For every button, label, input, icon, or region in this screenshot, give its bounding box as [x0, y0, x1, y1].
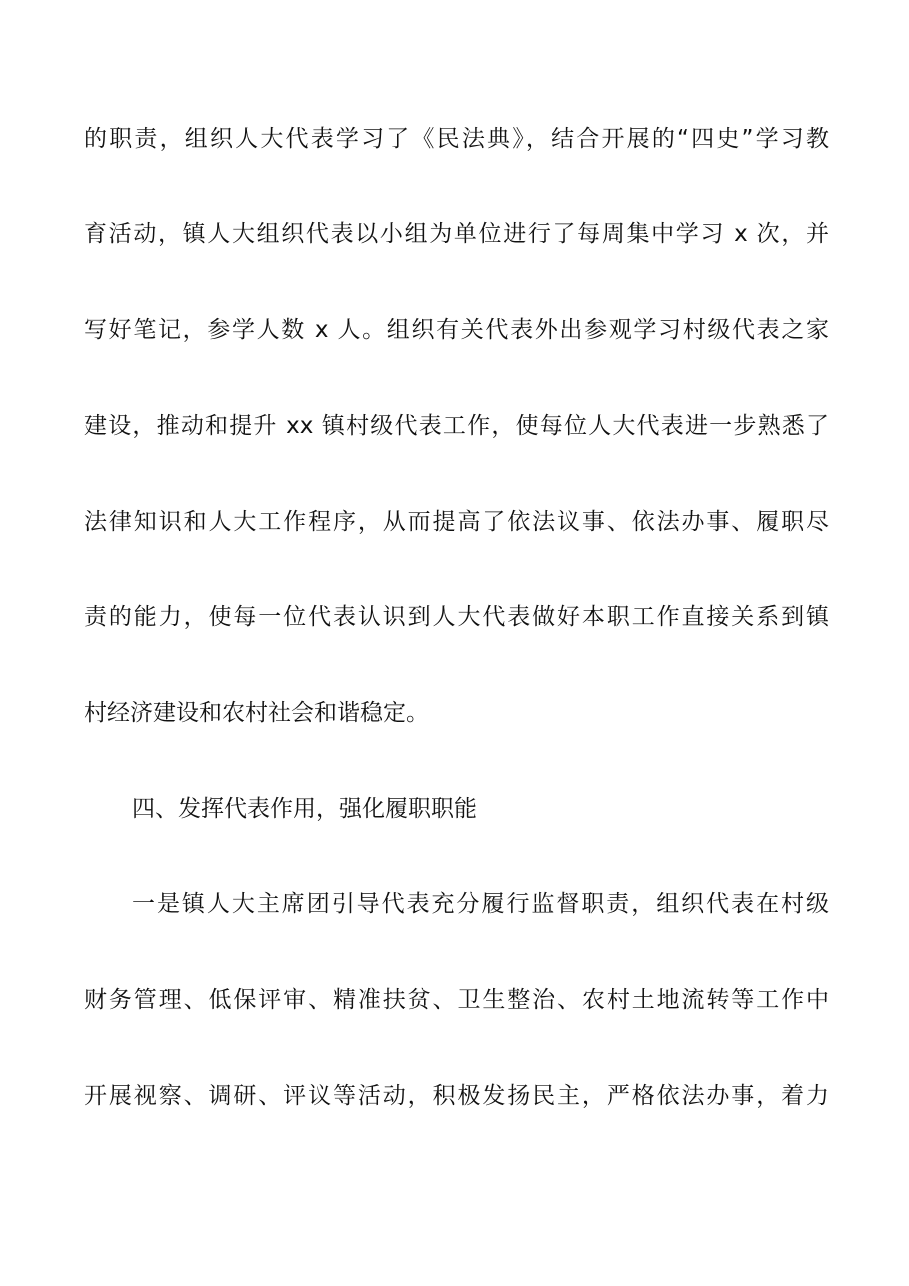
paragraph-line: 法律知识和人大工作程序，从而提高了依法议事、依法办事、履职尽	[84, 509, 829, 535]
paragraph-line: 育活动，镇人大组织代表以小组为单位进行了每周集中学习 x 次，并	[84, 221, 829, 247]
paragraph-line: 村经济建设和农村社会和谐稳定。	[84, 700, 429, 726]
paragraph-line: 开展视察、调研、评议等活动，积极发扬民主，严格依法办事，着力	[84, 1083, 829, 1109]
paragraph-line: 写好笔记，参学人数 x 人。组织有关代表外出参观学习村级代表之家	[84, 317, 829, 343]
section-heading: 四、发挥代表作用，强化履职职能	[132, 796, 477, 822]
paragraph-line: 一是镇人大主席团引导代表充分履行监督职责，组织代表在村级	[132, 891, 829, 917]
paragraph-line: 的职责，组织人大代表学习了《民法典》，结合开展的“四史”学习教	[84, 126, 829, 152]
paragraph-line: 财务管理、低保评审、精准扶贫、卫生整治、农村土地流转等工作中	[84, 987, 829, 1013]
paragraph-line: 责的能力，使每一位代表认识到人大代表做好本职工作直接关系到镇	[84, 604, 829, 630]
paragraph-line: 建设，推动和提升 xx 镇村级代表工作，使每位人大代表进一步熟悉了	[84, 413, 829, 439]
